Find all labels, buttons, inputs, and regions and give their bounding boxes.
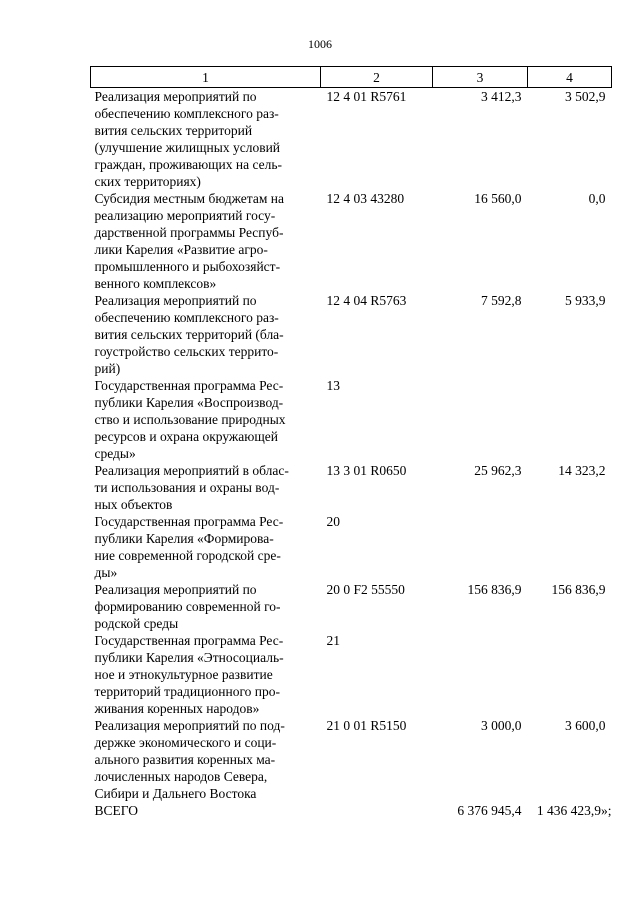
row-name-line: вития сельских территорий <box>94 123 253 138</box>
row-name-line: Реализация мероприятий по под- <box>94 718 285 733</box>
row-code: 21 <box>326 633 340 648</box>
table-row <box>91 88 612 191</box>
row-code: 20 <box>326 514 340 529</box>
row-name-line: реализацию мероприятий госу- <box>94 208 276 223</box>
row-value-col4: 0,0 <box>588 191 606 206</box>
row-name-line: среды» <box>94 446 136 461</box>
row-name-line: ное и этнокультурное развитие <box>94 667 273 682</box>
table-row <box>91 717 612 802</box>
row-value-col3 <box>433 377 528 462</box>
row-code: 13 3 01 R0650 <box>326 463 407 478</box>
row-name <box>91 462 321 513</box>
row-name-line: публики Карелия «Воспроизвод- <box>94 395 284 410</box>
budget-table <box>90 66 612 819</box>
total-value-col4: 1 436 423,9»; <box>536 803 612 818</box>
row-name-line: обеспечению комплексного раз- <box>94 310 279 325</box>
row-value-col4 <box>528 513 612 581</box>
row-name <box>91 632 321 717</box>
row-name-line: промышленного и рыбохозяйст- <box>94 259 281 274</box>
row-name-line: ального развития коренных ма- <box>94 752 276 767</box>
total-row <box>91 802 612 819</box>
row-value-col3 <box>433 513 528 581</box>
total-code-empty <box>321 802 433 819</box>
row-name-line: дарственной программы Респуб- <box>94 225 284 240</box>
row-value-col3: 3 000,0 <box>481 718 522 733</box>
row-name-line: (улучшение жилищных условий <box>94 140 281 155</box>
table-row <box>91 513 612 581</box>
row-name-line: родской среды <box>94 616 179 631</box>
header-col-1: 1 <box>91 67 321 88</box>
total-label: ВСЕГО <box>94 803 138 818</box>
row-name-line: ды» <box>94 565 118 580</box>
row-name-line: Реализация мероприятий по <box>94 582 257 597</box>
row-name <box>91 581 321 632</box>
header-col-4: 4 <box>528 67 612 88</box>
row-code: 12 4 01 R5761 <box>326 89 407 104</box>
row-code: 20 0 F2 55550 <box>326 582 405 597</box>
table-row <box>91 632 612 717</box>
row-value-col4: 5 933,9 <box>565 293 606 308</box>
row-name-line: ние современной городской сре- <box>94 548 281 563</box>
row-value-col3 <box>433 632 528 717</box>
row-name-line: Государственная программа Рес- <box>94 633 284 648</box>
row-name-line: публики Карелия «Этносоциаль- <box>94 650 284 665</box>
row-value-col3: 156 836,9 <box>467 582 522 597</box>
header-row <box>91 67 612 88</box>
row-name <box>91 717 321 802</box>
row-value-col3: 7 592,8 <box>481 293 522 308</box>
row-name-line: Сибири и Дальнего Востока <box>94 786 257 801</box>
row-name-line: Субсидия местным бюджетам на <box>94 191 284 206</box>
row-name <box>91 88 321 191</box>
row-name-line: венного комплексов» <box>94 276 217 291</box>
table-row <box>91 190 612 292</box>
row-value-col4: 14 323,2 <box>558 463 606 478</box>
row-name-line: обеспечению комплексного раз- <box>94 106 279 121</box>
row-value-col4 <box>528 632 612 717</box>
row-name-line: живания коренных народов» <box>94 701 260 716</box>
row-name-line: Реализация мероприятий в облас- <box>94 463 289 478</box>
row-name-line: Реализация мероприятий по <box>94 293 257 308</box>
row-name-line: лочисленных народов Севера, <box>94 769 268 784</box>
row-name-line: граждан, проживающих на сель- <box>94 157 283 172</box>
page-number: 1006 <box>308 37 332 51</box>
table-row <box>91 292 612 377</box>
row-name-line: лики Карелия «Развитие агро- <box>94 242 268 257</box>
header-col-2: 2 <box>321 67 433 88</box>
table-row <box>91 462 612 513</box>
row-name-line: формированию современной го- <box>94 599 281 614</box>
row-name-line: публики Карелия «Формирова- <box>94 531 274 546</box>
row-name-line: Реализация мероприятий по <box>94 89 257 104</box>
row-name <box>91 377 321 462</box>
row-name <box>91 190 321 292</box>
row-name-line: ти использования и охраны вод- <box>94 480 280 495</box>
row-name-line: территорий традиционного про- <box>94 684 281 699</box>
row-name-line: ных объектов <box>94 497 173 512</box>
row-value-col3: 25 962,3 <box>474 463 522 478</box>
row-value-col4 <box>528 377 612 462</box>
row-name-line: рий) <box>94 361 121 376</box>
row-code: 12 4 03 43280 <box>326 191 405 206</box>
header-col-3: 3 <box>433 67 528 88</box>
row-value-col4: 3 600,0 <box>565 718 606 733</box>
table-row <box>91 377 612 462</box>
row-name-line: ресурсов и охрана окружающей <box>94 429 278 444</box>
row-name <box>91 513 321 581</box>
row-name-line: Государственная программа Рес- <box>94 378 284 393</box>
row-name-line: вития сельских территорий (бла- <box>94 327 284 342</box>
row-name-line: ство и использование природных <box>94 412 286 427</box>
row-value-col3: 3 412,3 <box>481 89 522 104</box>
row-value-col4: 156 836,9 <box>551 582 606 597</box>
row-name-line: гоустройство сельских террито- <box>94 344 279 359</box>
row-code: 13 <box>326 378 340 393</box>
table-row <box>91 581 612 632</box>
row-name <box>91 292 321 377</box>
row-name-line: держке экономического и соци- <box>94 735 277 750</box>
row-value-col4: 3 502,9 <box>565 89 606 104</box>
row-name-line: Государственная программа Рес- <box>94 514 284 529</box>
row-value-col3: 16 560,0 <box>474 191 522 206</box>
row-code: 12 4 04 R5763 <box>326 293 407 308</box>
row-code: 21 0 01 R5150 <box>326 718 407 733</box>
total-value-col3: 6 376 945,4 <box>457 803 522 818</box>
row-name-line: ских территориях) <box>94 174 201 189</box>
